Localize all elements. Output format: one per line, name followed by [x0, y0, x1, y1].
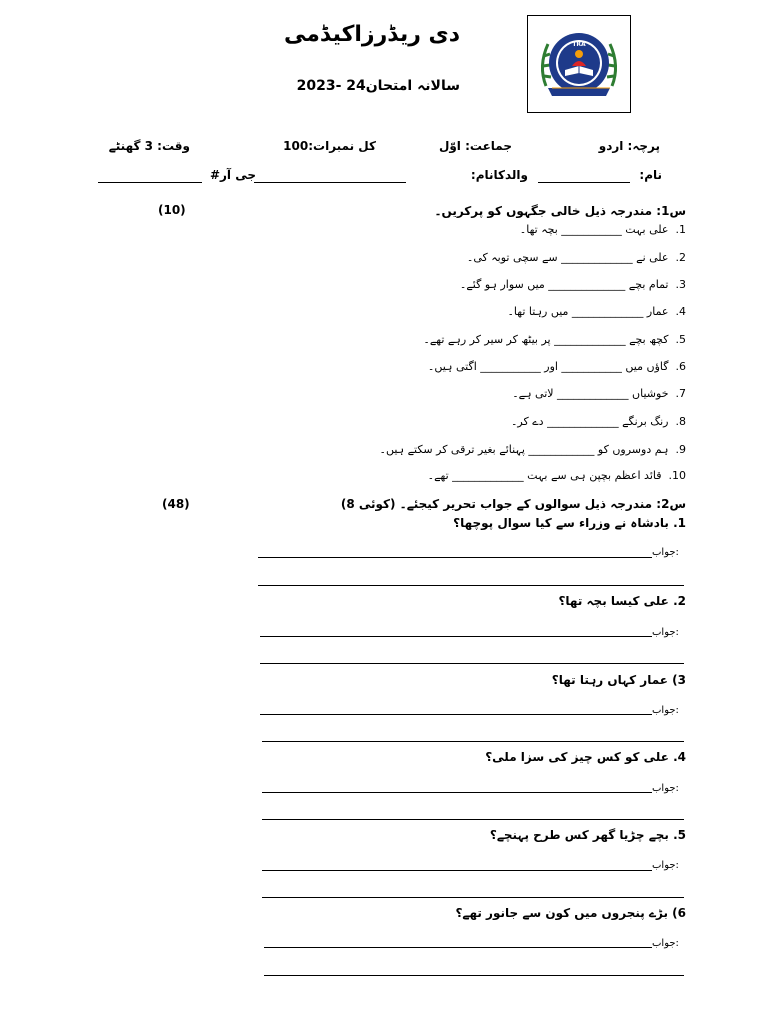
- answer-label: جواب:: [652, 783, 679, 794]
- fill-item-9: [380, 443, 687, 456]
- question-num: 2.: [673, 594, 686, 608]
- fill-item-text: علی نے _____________ سے سچی توبہ کی۔: [466, 251, 669, 264]
- gr-number-line[interactable]: [98, 182, 202, 183]
- fill-item-num: 7.: [675, 387, 686, 400]
- answer-label: جواب:: [652, 860, 679, 871]
- fill-item-8: [511, 415, 686, 428]
- fill-item-10: [428, 469, 686, 482]
- answer-line[interactable]: [262, 870, 652, 871]
- fill-item-6: [428, 360, 686, 373]
- answer-line[interactable]: [262, 897, 684, 898]
- exam-title: سالانہ امتحان24 -2023: [296, 78, 460, 94]
- gr-number-label: جی آر#: [209, 168, 256, 182]
- question-5: [490, 828, 686, 842]
- answer-label: جواب:: [652, 627, 679, 638]
- question-4: [485, 750, 686, 764]
- question-1: [453, 516, 686, 530]
- answer-line[interactable]: [260, 663, 684, 664]
- total-marks-label: کل نمبرات:100: [283, 139, 376, 153]
- answer-line[interactable]: [262, 741, 684, 742]
- fill-item-text: قائد اعظم بچپن ہی سے بہت _____________ تھے۔: [427, 469, 662, 482]
- question-num: 3): [672, 673, 686, 687]
- father-name-line[interactable]: [254, 182, 406, 183]
- fill-item-text: ہم دوسروں کو ____________ پہنائے بغیر ترقی کر سکتے ہیں۔: [379, 443, 669, 456]
- answer-label: جواب:: [652, 938, 679, 949]
- fill-item-text: تمام بچے ______________ میں سوار ہو گئے۔: [459, 278, 669, 291]
- question-text: بچے چڑیا گھر کس طرح پہنچے؟: [489, 828, 669, 842]
- fill-item-2: [467, 251, 686, 264]
- fill-item-text: گاؤں میں ___________ اور ___________ اگتی ہیں۔: [427, 360, 669, 373]
- name-line[interactable]: [538, 182, 630, 183]
- fill-item-num: 9.: [675, 443, 686, 456]
- fill-item-num: 5.: [675, 333, 686, 346]
- section2-title: س2: مندرجہ ذیل سوالوں کے جواب تحریر کیجئے۔ (کوئی 8): [340, 497, 686, 511]
- father-name-label: والدکانام:: [470, 168, 528, 182]
- logo-badge: TRA: [572, 41, 586, 48]
- answer-line[interactable]: [260, 636, 652, 637]
- question-num: 4.: [673, 750, 686, 764]
- answer-line[interactable]: [264, 975, 684, 976]
- answer-line[interactable]: [258, 585, 684, 586]
- section1-marks: (10): [158, 203, 186, 217]
- fill-item-5: [423, 333, 686, 346]
- fill-item-num: 8.: [675, 415, 686, 428]
- fill-item-text: خوشیاں _____________ لاتی ہے۔: [512, 387, 669, 400]
- question-text: علی کو کس چیز کی سزا ملی؟: [485, 750, 669, 764]
- fill-item-text: علی بہت ___________ بچہ تھا۔: [519, 223, 669, 236]
- question-num: 6): [672, 906, 686, 920]
- fill-item-num: 3.: [675, 278, 686, 291]
- section1-title: س1: مندرجہ ذیل خالی جگہوں کو پرکریں۔: [434, 204, 686, 218]
- question-text: بادشاہ نے وزراء سے کیا سوال پوچھا؟: [453, 516, 669, 530]
- answer-line[interactable]: [258, 557, 652, 558]
- question-num: 1.: [673, 516, 686, 530]
- answer-line[interactable]: [264, 947, 652, 948]
- answer-line[interactable]: [262, 792, 652, 793]
- fill-item-4: [507, 305, 686, 318]
- academy-logo: [527, 15, 631, 113]
- name-label: نام:: [639, 168, 662, 182]
- fill-item-3: [460, 278, 686, 291]
- question-num: 5.: [673, 828, 686, 842]
- answer-label: جواب:: [652, 547, 679, 558]
- answer-line[interactable]: [260, 714, 652, 715]
- question-3: [552, 673, 686, 687]
- question-2: [558, 594, 686, 608]
- fill-item-1: [520, 223, 686, 236]
- school-name: دی ریڈرزاکیڈمی: [284, 22, 460, 47]
- question-6: [455, 906, 686, 920]
- fill-item-text: رنگ برنگے _____________ دے کر۔: [510, 415, 669, 428]
- question-text: بڑے پنجروں میں کون سے جانور تھے؟: [455, 906, 668, 920]
- answer-line[interactable]: [262, 819, 684, 820]
- subject-label: پرچہ: اردو: [598, 139, 660, 153]
- fill-item-7: [512, 387, 686, 400]
- question-text: علی کیسا بچہ تھا؟: [558, 594, 669, 608]
- academy-emblem-icon: [528, 16, 630, 112]
- fill-item-num: 1.: [675, 223, 686, 236]
- time-label: وقت: 3 گھنٹے: [108, 139, 190, 153]
- fill-item-text: کچھ بچے _____________ پر بیٹھ کر سیر کر رہے تھے۔: [423, 333, 669, 346]
- fill-item-num: 6.: [675, 360, 686, 373]
- fill-item-num: 10.: [668, 469, 686, 482]
- fill-item-num: 4.: [675, 305, 686, 318]
- class-label: جماعت: اوّل: [438, 139, 512, 153]
- answer-label: جواب:: [652, 705, 679, 716]
- question-text: عمار کہاں رہتا تھا؟: [551, 673, 668, 687]
- fill-item-num: 2.: [675, 251, 686, 264]
- fill-item-text: عمار _____________ میں رہتا تھا۔: [507, 305, 669, 318]
- section2-marks: (48): [162, 497, 190, 511]
